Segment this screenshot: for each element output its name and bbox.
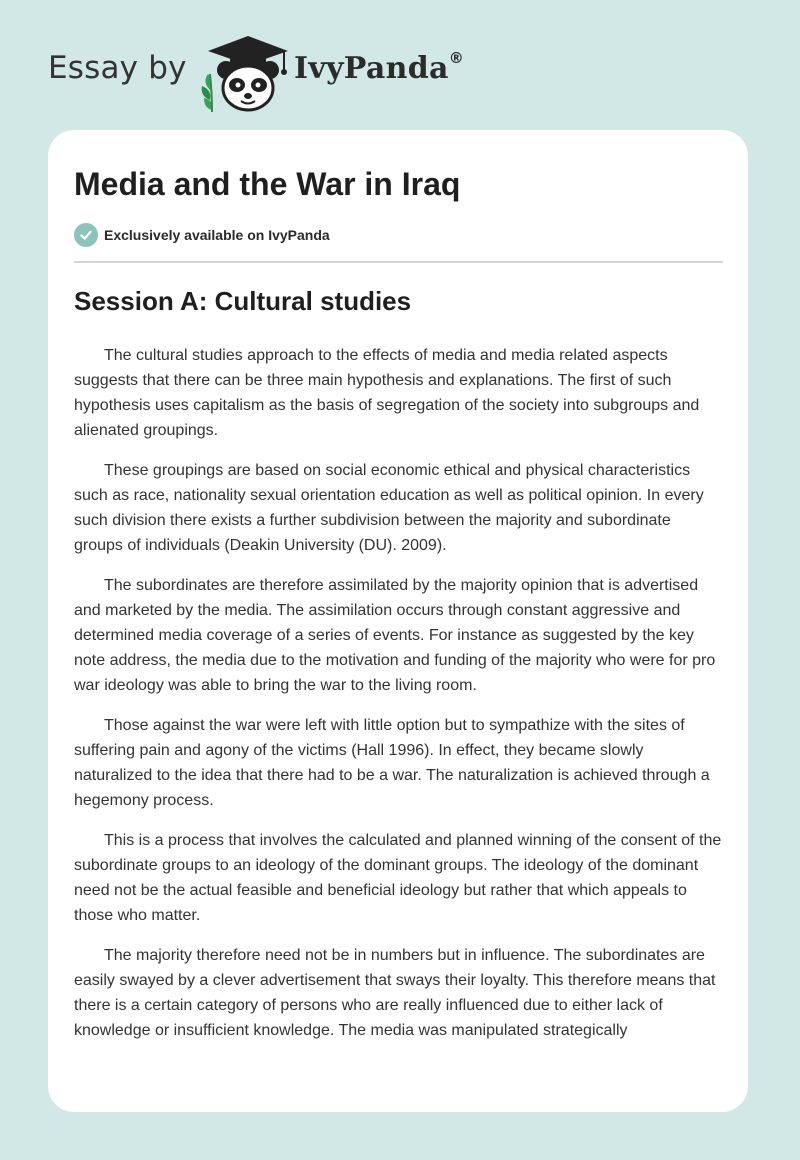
exclusive-badge-text: Exclusively available on IvyPanda: [104, 227, 330, 243]
site-header: [48, 30, 568, 114]
paragraph: The majority therefore need not be in numbers but in influence. The subordinates are easily swayed by a clever advertisement that sways their loyalty. This therefore means that there is a certain category of persons who are really influenced due to either lack of knowledge or insufficient knowledge. The media was manipulated strategically: [74, 947, 716, 1039]
brand-text: IvyPanda: [294, 51, 449, 86]
exclusive-badge: [74, 222, 330, 248]
paragraph: The cultural studies approach to the effects of media and media related aspects suggests that there can be three main hypothesis and explanations. The first of such hypothesis uses capitalism as the basis of segregation of the society into subgroups and alienated groupings.: [74, 347, 700, 439]
page-title: Media and the War in Iraq: [74, 166, 461, 202]
section-title: Session A: Cultural studies: [74, 286, 412, 316]
title-divider: [74, 261, 723, 263]
paragraph: The subordinates are therefore assimilated by the majority opinion that is advertised and marketed by the media. The assimilation occurs through constant aggressive and determined media coverage of a series of events. For instance as suggested by the key note address, the media due to the motivation and funding of the majority who were for pro war ideology was able to bring the war to the living room.: [74, 577, 716, 694]
paragraph: These groupings are based on social economic ethical and physical characteristics such as race, nationality sexual orientation education as well as political opinion. In every such division there exists a further subdivision between the majority and subordinate groups of individuals (Deakin University (DU). 2009).: [74, 462, 704, 554]
panda-graduate-logo-icon[interactable]: [200, 34, 296, 114]
essay-card: [48, 130, 748, 1112]
paragraph: Those against the war were left with little option but to sympathize with the sites of suffering pain and agony of the victims (Hall 1996). In effect, they became slowly naturalized to the idea that there had to be a war. The naturalization is achieved through a hegemony process.: [74, 717, 710, 809]
check-icon: [74, 223, 98, 247]
brand-name[interactable]: [294, 51, 464, 86]
paragraph: This is a process that involves the calculated and planned winning of the consent of the subordinate groups to an ideology of the dominant groups. The ideology of the dominant need not be the actual feasible and beneficial ideology but rather that which appeals to those who matter.: [74, 832, 722, 924]
essay-by-label: Essay by: [48, 50, 187, 86]
registered-mark: ®: [448, 49, 465, 67]
essay-body: [74, 343, 723, 1058]
